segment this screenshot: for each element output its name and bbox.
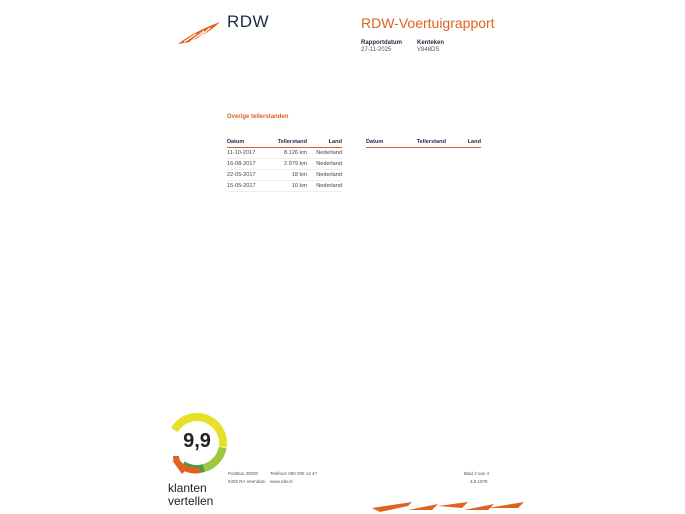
plate-value: V848DS <box>417 47 440 53</box>
odometer-table-left <box>227 138 342 192</box>
column-header-country: Land <box>307 138 342 148</box>
footer-address-line2: 9400 RA Veendam <box>228 479 266 484</box>
row-country: Nederland <box>307 159 342 170</box>
table-row <box>227 159 342 170</box>
plate-label: Kenteken <box>417 40 445 46</box>
table-header-row <box>366 138 481 148</box>
footer-website[interactable]: www.rdw.nl <box>270 479 293 484</box>
column-header-date: Datum <box>366 138 411 148</box>
row-odometer: 8.126 km <box>272 148 307 159</box>
column-header-date: Datum <box>227 138 272 148</box>
report-date-label: Rapportdatum <box>361 40 402 46</box>
row-country: Nederland <box>307 170 342 181</box>
row-odometer: 2.979 km <box>272 159 307 170</box>
rating-score: 9,9 <box>183 430 211 452</box>
report-date-value: 27-11-2025 <box>361 47 392 53</box>
footer-phone: Telefoon 088 008 14 47 <box>270 471 318 476</box>
table-row <box>227 181 342 192</box>
rating-line2: vertellen <box>168 494 214 508</box>
row-date: 11-10-2017 <box>227 148 272 159</box>
row-date: 22-05-2017 <box>227 170 272 181</box>
footer-address-line1: Postbus 30000 <box>228 471 259 476</box>
row-odometer: 10 km <box>272 181 307 192</box>
section-title: Overige tellerstanden <box>227 114 289 120</box>
report-title: RDW-Voertuigrapport <box>361 15 495 31</box>
rating-line1: klanten <box>168 481 207 495</box>
logo-text: RDW <box>227 12 270 31</box>
row-date: 16-08-2017 <box>227 159 272 170</box>
table-row <box>227 170 342 181</box>
column-header-odometer: Tellerstand <box>272 138 307 148</box>
rdw-logo-icon <box>176 20 222 46</box>
table-header-row <box>227 138 342 148</box>
column-header-country: Land <box>446 138 481 148</box>
footer-code: 3.6.1978 <box>470 479 488 484</box>
row-country: Nederland <box>307 148 342 159</box>
table-row <box>227 148 342 159</box>
row-odometer: 18 km <box>272 170 307 181</box>
decorative-stripes-icon <box>368 498 528 514</box>
row-date: 15-05-2017 <box>227 181 272 192</box>
footer-page-number: Blad 2 van 4 <box>464 471 490 476</box>
row-country: Nederland <box>307 181 342 192</box>
column-header-odometer: Tellerstand <box>411 138 446 148</box>
odometer-table-right <box>366 138 481 148</box>
